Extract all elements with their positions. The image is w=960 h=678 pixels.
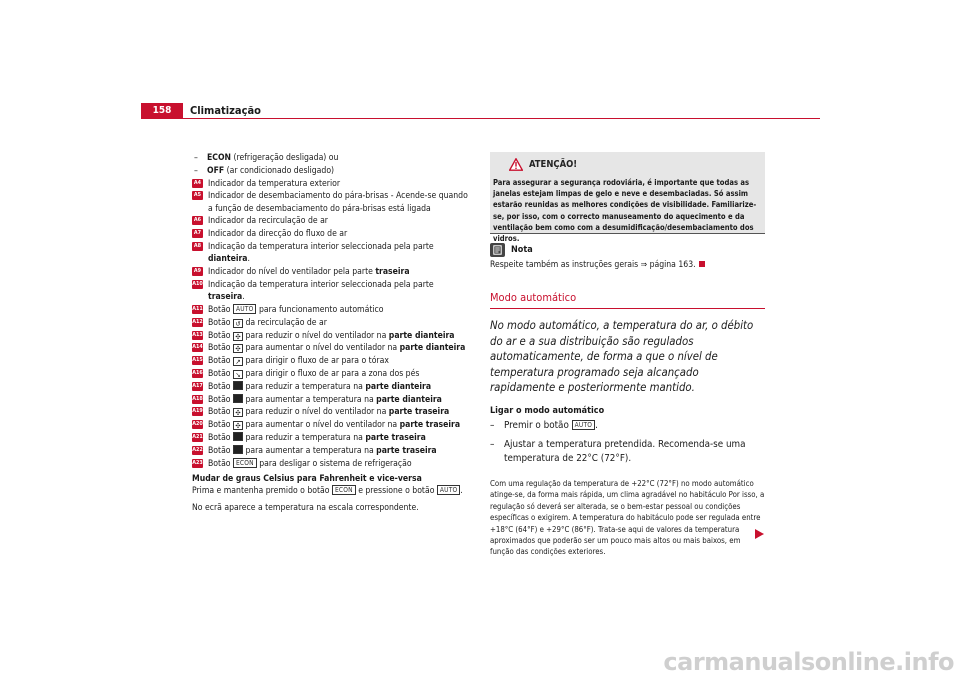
- info-paragraph: Com uma regulação da temperatura de +22°C (72°F) no modo automático atinge-se, da forma mais rápida, um clima agradável no habitáculo Por isso, a regulação só deverá ser alterada, se o bem-estar pessoal ou condições específicas o exigirem. A temperatura do habitáculo pode ser regulada entre +18°C (64°F) e +29°C (86°F). Trata-se aqui de valores da temperatura aproximados que poderão ser um pouco mais altos ou mais baixos, em função das condições exteriores.: [490, 479, 765, 557]
- note-icon: [490, 243, 505, 257]
- fan-icon: ✣: [233, 421, 243, 430]
- dash-item-text: (ar condicionado desligado): [224, 165, 335, 176]
- item-text: para reduzir a temperatura na: [242, 381, 366, 392]
- item-emphasis: parte traseira: [365, 433, 426, 444]
- step-text: .: [595, 419, 598, 431]
- item-text: para reduzir o nível do ventilador na: [242, 330, 389, 341]
- units-text: e pressione o botão: [355, 486, 437, 497]
- item-number-badge: A17: [192, 382, 203, 389]
- step-item: [490, 438, 765, 465]
- item-text: para desligar o sistema de refrigeração: [256, 458, 412, 469]
- item-emphasis: parte traseira: [399, 420, 461, 431]
- list-item: [192, 342, 472, 354]
- item-text: para dirigir o fluxo de ar para o tórax: [242, 356, 389, 367]
- item-number-badge: A9: [193, 268, 202, 275]
- warning-header: [493, 156, 762, 172]
- list-item: [192, 228, 472, 240]
- list-item: [192, 190, 472, 215]
- fan-icon: ✣: [233, 408, 243, 417]
- item-emphasis: traseira: [375, 267, 410, 278]
- temp-block-icon: [233, 394, 243, 403]
- item-number-badge: A13: [192, 331, 203, 338]
- auto-key: AUTO: [233, 304, 257, 314]
- item-number-badge: A14: [192, 344, 203, 351]
- list-item: [192, 279, 472, 304]
- units-text: .: [460, 486, 463, 497]
- reference-arrow-icon: ⇒: [640, 260, 648, 270]
- list-item: [192, 304, 472, 316]
- page-header: [0, 0, 960, 120]
- item-number-badge: A12: [192, 318, 203, 325]
- fan-icon: ✣: [233, 344, 243, 353]
- item-text: Botão: [208, 317, 233, 328]
- item-number-badge: A20: [192, 421, 203, 428]
- dash-item-text: (refrigeração desligada) ou: [231, 153, 339, 163]
- continue-arrow-icon: [755, 529, 764, 539]
- temp-block-icon: [233, 432, 243, 441]
- item-number-badge: A15: [192, 357, 203, 364]
- temp-block-icon: [233, 381, 243, 390]
- dash-mark: –: [194, 165, 198, 176]
- item-number-badge: A19: [192, 408, 203, 415]
- step-text: Premir o botão: [504, 419, 572, 431]
- item-emphasis: dianteira: [208, 254, 248, 265]
- list-item: [192, 330, 472, 342]
- list-item: [192, 445, 472, 457]
- item-text: Botão: [208, 356, 233, 367]
- page-title: Climatização: [190, 104, 261, 117]
- item-text: Indicador da direcção do fluxo de ar: [208, 229, 348, 240]
- item-text: Botão: [208, 420, 233, 431]
- recirculation-icon: ↺: [233, 319, 243, 328]
- item-number-badge: A22: [192, 446, 203, 453]
- item-number-badge: A16: [192, 370, 203, 377]
- item-text: para reduzir a temperatura na: [242, 433, 366, 444]
- header-rule: [141, 118, 820, 119]
- section-title: Modo automático: [490, 291, 765, 309]
- step-text: Ajustar a temperatura pretendida. Recomenda-se uma temperatura de 22°C (72°F).: [504, 439, 746, 464]
- item-text: para funcionamento automático: [256, 305, 384, 316]
- list-item: [192, 394, 472, 406]
- item-number-badge: A7: [193, 230, 202, 237]
- warning-box: [490, 152, 765, 244]
- list-item: [192, 458, 472, 470]
- item-text: Indicador de desembaciamento do pára-brisas - Acende-se quando a função de desembaciamento do pára-brisas está ligada: [208, 191, 468, 214]
- note-glyph-icon: [493, 245, 502, 255]
- item-emphasis: traseira: [208, 292, 243, 303]
- fan-icon: ✣: [233, 332, 243, 341]
- econ-key: ECON: [332, 485, 356, 495]
- dash-mark: –: [194, 153, 198, 163]
- right-column: [490, 152, 765, 558]
- step-dash: –: [490, 419, 495, 431]
- item-text: para aumentar o nível do ventilador na: [242, 343, 400, 354]
- item-emphasis: parte dianteira: [399, 343, 466, 354]
- item-number-badge: A8: [193, 243, 202, 250]
- note-title: Nota: [511, 245, 533, 255]
- units-section-title: Mudar de graus Celsius para Fahrenheit e vice-versa: [192, 473, 422, 484]
- list-item: [192, 419, 472, 431]
- item-text: Botão: [208, 458, 233, 469]
- item-text: Indicação da temperatura interior seleccionada pela parte: [208, 279, 434, 290]
- item-number-badge: A21: [192, 434, 203, 441]
- item-number-badge: A23: [192, 459, 203, 466]
- item-text: Botão: [208, 394, 233, 405]
- warning-text: Para assegurar a segurança rodoviária, é importante que todas as janelas estejam limpas de gelo e neve e desembaciadas. Só assim estarão reunidas as melhores condições de visibilidade. Familiarize-se, por isso, com o correcto manuseamento do aquecimento e da ventilação bem como com a desumidificação/desembaciamento dos vidros.: [493, 178, 757, 244]
- airflow-chest-icon: ↗: [233, 357, 243, 366]
- dash-item-econ: [192, 152, 472, 164]
- airflow-feet-icon: ↘: [233, 370, 243, 379]
- numbered-list: [192, 178, 472, 470]
- temp-block-icon: [233, 445, 243, 454]
- list-item: [192, 355, 472, 367]
- display-paragraph: No ecrã aparece a temperatura na escala correspondente.: [192, 502, 419, 513]
- step-item: [490, 419, 765, 433]
- item-text: Indicação da temperatura interior seleccionada pela parte: [208, 242, 434, 253]
- econ-key: ECON: [233, 458, 257, 468]
- item-text: Indicador da temperatura exterior: [208, 178, 340, 189]
- item-text: .: [247, 254, 250, 265]
- item-text: Botão: [208, 330, 233, 341]
- warning-title: ATENÇÃO!: [529, 158, 578, 170]
- list-item: [192, 178, 472, 190]
- list-item: [192, 241, 472, 266]
- item-text: .: [242, 292, 245, 303]
- item-emphasis: parte dianteira: [388, 330, 455, 341]
- item-number-badge: A11: [192, 306, 203, 313]
- units-text: Prima e mantenha premido o botão: [192, 486, 332, 497]
- list-item: [192, 432, 472, 444]
- list-item: [192, 381, 472, 393]
- item-text: Botão: [208, 305, 233, 316]
- list-item: [192, 368, 472, 380]
- list-item: [192, 266, 472, 278]
- item-text: para dirigir o fluxo de ar para a zona dos pés: [242, 369, 420, 380]
- item-number-badge: A10: [192, 280, 203, 287]
- item-text: Botão: [208, 343, 233, 354]
- item-text: Indicador do nível do ventilador pela parte: [208, 267, 376, 278]
- dash-item-key: ECON: [207, 153, 231, 163]
- note-text-post[interactable]: página 163.: [647, 260, 696, 270]
- item-text: Botão: [208, 433, 233, 444]
- auto-key: AUTO: [572, 420, 596, 430]
- item-text: para reduzir o nível do ventilador na: [242, 407, 389, 418]
- warning-triangle-icon: [509, 158, 523, 171]
- item-text: Botão: [208, 445, 233, 456]
- item-text: Botão: [208, 369, 233, 380]
- item-emphasis: parte traseira: [376, 445, 437, 456]
- auto-key: AUTO: [437, 485, 461, 495]
- note-header: [490, 242, 765, 258]
- dash-item-key: OFF: [207, 165, 225, 176]
- list-item: [192, 406, 472, 418]
- intro-lead: No modo automático, a temperatura do ar, o débito do ar e a sua distribuição são regulados automaticamente, de forma a que o nível de temperatura programado seja alcançado rapidamente e posteriormente mantido.: [490, 319, 754, 394]
- item-emphasis: parte dianteira: [365, 381, 432, 392]
- item-number-badge: A4: [193, 179, 202, 186]
- item-text: Botão: [208, 381, 233, 392]
- list-item: [192, 317, 472, 329]
- item-text: para aumentar o nível do ventilador na: [242, 420, 400, 431]
- left-column: [192, 152, 472, 514]
- note-text: [490, 259, 765, 271]
- end-mark-icon: [699, 261, 705, 267]
- dash-item-off: [192, 165, 472, 177]
- page-number: 158: [141, 103, 183, 119]
- subsection-title: Ligar o modo automático: [490, 405, 605, 416]
- item-emphasis: parte traseira: [388, 407, 450, 418]
- item-number-badge: A18: [192, 395, 203, 402]
- item-text: para aumentar a temperatura na: [242, 394, 377, 405]
- item-emphasis: parte dianteira: [376, 394, 442, 405]
- units-paragraph: [192, 485, 472, 498]
- item-number-badge: A6: [193, 217, 202, 224]
- item-text: Indicador da recirculação de ar: [208, 216, 328, 227]
- item-text: da recirculação de ar: [242, 317, 327, 328]
- watermark: carmanualsonline.info: [663, 648, 954, 676]
- step-dash: –: [490, 439, 495, 450]
- note-text-pre: Respeite também as instruções gerais: [490, 260, 641, 270]
- item-number-badge: A5: [193, 192, 202, 199]
- list-item: [192, 215, 472, 227]
- item-text: Botão: [208, 407, 233, 418]
- item-text: para aumentar a temperatura na: [242, 445, 377, 456]
